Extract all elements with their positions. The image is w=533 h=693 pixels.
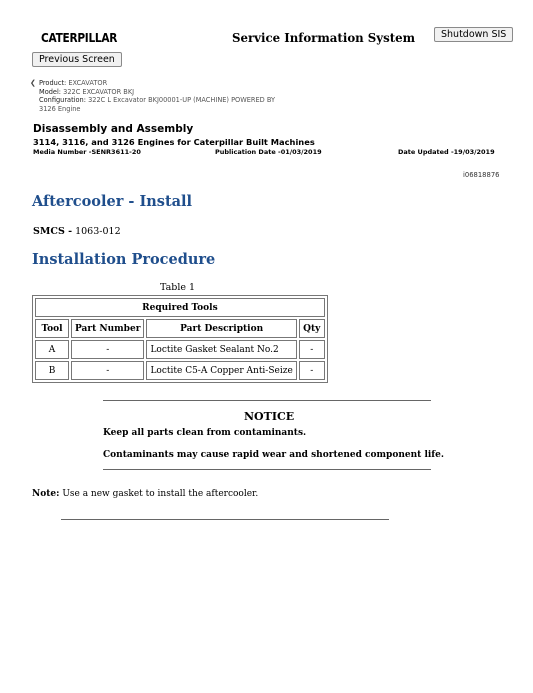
table-cell: - — [71, 340, 144, 359]
table-caption: Table 1 — [160, 282, 196, 293]
table-group-header: Required Tools — [35, 298, 325, 317]
column-header-part-description: Part Description — [146, 319, 296, 338]
smcs-label: SMCS - — [33, 226, 73, 237]
smcs-code — [33, 226, 121, 237]
notice-top-divider — [103, 400, 431, 401]
column-header-part-number: Part Number — [71, 319, 144, 338]
model-key: Model: — [39, 87, 62, 96]
product-value: EXCAVATOR — [68, 79, 108, 87]
article-heading: Aftercooler - Install — [32, 193, 193, 210]
model-value: 322C EXCAVATOR BKJ — [63, 87, 135, 96]
table-cell: Loctite C5-A Copper Anti-Seize — [146, 361, 296, 380]
image-id: i06818876 — [463, 171, 500, 179]
table-cell: - — [299, 361, 325, 380]
table-cell: - — [299, 340, 325, 359]
required-tools-table — [32, 295, 328, 383]
notice-bottom-divider — [103, 469, 431, 470]
publication-date: Publication Date -01/03/2019 — [215, 148, 322, 156]
column-header-qty: Qty — [299, 319, 325, 338]
notice-title: NOTICE — [244, 410, 295, 423]
document-title: Disassembly and Assembly — [33, 123, 194, 135]
note — [32, 489, 258, 499]
table-cell: B — [35, 361, 69, 380]
previous-screen-button[interactable]: Previous Screen — [32, 52, 122, 67]
notice-line-1: Keep all parts clean from contaminants. — [103, 428, 307, 438]
date-updated: Date Updated -19/03/2019 — [398, 148, 495, 156]
caterpillar-logo: CATERPILLAR — [41, 31, 118, 45]
chevron-left-icon[interactable]: ❮ — [30, 79, 36, 87]
bottom-divider — [61, 519, 389, 520]
note-text: Use a new gasket to install the aftercooler. — [62, 489, 259, 499]
media-number: Media Number -SENR3611-20 — [33, 148, 141, 156]
configuration-value-cont: 3126 Engine — [39, 104, 81, 113]
table-row — [35, 361, 325, 380]
configuration-value: 322C L Excavator BKJ00001-UP (MACHINE) POWERED BY — [88, 96, 276, 104]
table-cell: A — [35, 340, 69, 359]
system-title: Service Information System — [232, 31, 416, 45]
product-key: Product: — [39, 79, 67, 87]
column-header-tool: Tool — [35, 319, 69, 338]
table-cell: - — [71, 361, 144, 380]
notice-line-2: Contaminants may cause rapid wear and shortened component life. — [103, 450, 445, 460]
table-cell: Loctite Gasket Sealant No.2 — [146, 340, 296, 359]
product-info — [30, 79, 276, 113]
shutdown-sis-button[interactable]: Shutdown SIS — [434, 27, 513, 42]
table-row — [35, 340, 325, 359]
document-subtitle: 3114, 3116, and 3126 Engines for Caterpillar Built Machines — [33, 137, 315, 147]
configuration-key: Configuration: — [39, 96, 86, 104]
smcs-value: 1063-012 — [75, 226, 121, 237]
procedure-heading: Installation Procedure — [32, 251, 216, 268]
note-label: Note: — [32, 489, 60, 499]
